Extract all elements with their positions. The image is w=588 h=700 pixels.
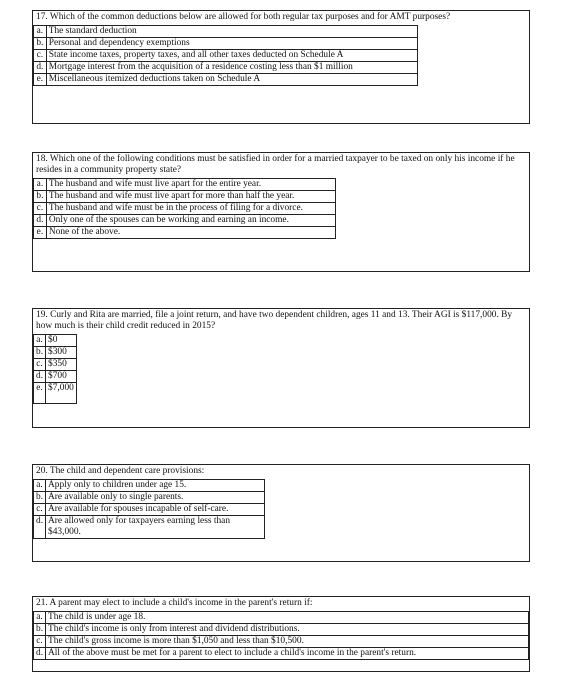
option-text[interactable]: The child's income is only from interest and dividend distributions. <box>46 624 529 636</box>
option-letter: a. <box>34 26 47 38</box>
option-letter: c. <box>34 203 47 215</box>
option-text[interactable]: $300 <box>46 347 77 359</box>
option-text[interactable]: The standard deduction <box>46 26 417 38</box>
option-row[interactable] <box>34 480 265 492</box>
option-text[interactable]: State income taxes, property taxes, and all other taxes deducted on Schedule A <box>46 50 417 62</box>
option-row[interactable] <box>34 335 77 347</box>
option-text[interactable]: Are available only to single parents. <box>46 492 265 504</box>
option-row[interactable] <box>34 624 529 636</box>
option-letter: e. <box>34 227 47 239</box>
question-19-options <box>33 334 77 404</box>
option-text[interactable]: $350 <box>46 359 77 371</box>
question-21-options <box>33 611 529 660</box>
option-text[interactable]: Are allowed only for taxpayers earning less than $43,000. <box>46 516 265 539</box>
option-letter: c. <box>34 504 46 516</box>
option-letter: e. <box>34 383 46 404</box>
question-18-stem <box>33 153 529 178</box>
option-letter: d. <box>34 648 46 660</box>
option-row[interactable] <box>34 50 418 62</box>
option-row[interactable] <box>34 191 336 203</box>
question-20-options <box>33 479 265 539</box>
option-text[interactable]: Only one of the spouses can be working and earning an income. <box>46 215 335 227</box>
option-row[interactable] <box>34 516 265 539</box>
option-row[interactable] <box>34 492 265 504</box>
question-21-stem <box>33 597 529 611</box>
option-row[interactable] <box>34 62 418 74</box>
question-17 <box>32 10 530 124</box>
option-row[interactable] <box>34 504 265 516</box>
option-row[interactable] <box>34 359 77 371</box>
option-text[interactable]: The husband and wife must be in the process of filing for a divorce. <box>46 203 335 215</box>
option-row[interactable] <box>34 179 336 191</box>
question-17-options <box>33 25 418 86</box>
option-text[interactable]: Miscellaneous itemized deductions taken on Schedule A <box>46 74 417 86</box>
option-letter: c. <box>34 50 47 62</box>
question-21-stem-text: 21. A parent may elect to include a child's income in the parent's return if: <box>36 598 313 608</box>
question-20 <box>32 464 530 562</box>
option-letter: e. <box>34 74 47 86</box>
question-18-options <box>33 178 336 239</box>
option-letter: a. <box>34 335 46 347</box>
option-row[interactable] <box>34 74 418 86</box>
option-row[interactable] <box>34 203 336 215</box>
option-row[interactable] <box>34 38 418 50</box>
option-row[interactable] <box>34 636 529 648</box>
option-text[interactable]: Mortgage interest from the acquisition of a residence costing less than $1 million <box>46 62 417 74</box>
option-letter: b. <box>34 347 46 359</box>
option-text[interactable]: $7,000 <box>46 383 77 404</box>
option-text[interactable]: $0 <box>46 335 77 347</box>
option-text[interactable]: Are available for spouses incapable of self-care. <box>46 504 265 516</box>
question-19 <box>32 308 530 428</box>
option-letter: c. <box>34 359 46 371</box>
option-letter: a. <box>34 612 46 624</box>
option-text[interactable]: The husband and wife must live apart for the entire year. <box>46 179 335 191</box>
option-letter: d. <box>34 62 47 74</box>
option-letter: a. <box>34 480 46 492</box>
option-text[interactable]: Personal and dependency exemptions <box>46 38 417 50</box>
option-letter: c. <box>34 636 46 648</box>
question-19-stem <box>33 309 529 334</box>
option-text[interactable]: None of the above. <box>46 227 335 239</box>
question-18 <box>32 152 530 272</box>
option-row[interactable] <box>34 648 529 660</box>
option-text[interactable]: The child is under age 18. <box>46 612 529 624</box>
option-row[interactable] <box>34 227 336 239</box>
question-18-stem-text: 18. Which one of the following conditions must be satisfied in order for a married taxpayer to be taxed on only his income if he resides in a community property state? <box>36 154 515 175</box>
option-letter: b. <box>34 624 46 636</box>
option-text[interactable]: The husband and wife must live apart for more than half the year. <box>46 191 335 203</box>
question-17-stem <box>33 11 529 25</box>
option-row[interactable] <box>34 347 77 359</box>
question-21 <box>32 596 530 672</box>
option-letter: b. <box>34 492 46 504</box>
option-row[interactable] <box>34 215 336 227</box>
option-letter: a. <box>34 179 47 191</box>
option-letter: d. <box>34 215 47 227</box>
question-17-stem-text: 17. Which of the common deductions below are allowed for both regular tax purposes and for AMT purposes? <box>36 12 451 22</box>
question-20-stem-text: 20. The child and dependent care provisions: <box>36 466 205 476</box>
option-text[interactable]: All of the above must be met for a parent to elect to include a child's income in the parent's return. <box>46 648 529 660</box>
question-20-stem <box>33 465 529 479</box>
option-row[interactable] <box>34 383 77 404</box>
option-row[interactable] <box>34 26 418 38</box>
option-letter: b. <box>34 38 47 50</box>
option-text[interactable]: $700 <box>46 371 77 383</box>
option-row[interactable] <box>34 612 529 624</box>
option-text[interactable]: Apply only to children under age 15. <box>46 480 265 492</box>
question-19-stem-text: 19. Curly and Rita are married, file a joint return, and have two dependent children, ages 11 and 13. Their AGI is $117,000. By how much is their child credit reduced in 2015? <box>36 310 513 331</box>
option-letter: d. <box>34 371 46 383</box>
option-letter: b. <box>34 191 47 203</box>
option-row[interactable] <box>34 371 77 383</box>
option-text[interactable]: The child's gross income is more than $1,050 and less than $10,500. <box>46 636 529 648</box>
option-letter: d. <box>34 516 46 539</box>
